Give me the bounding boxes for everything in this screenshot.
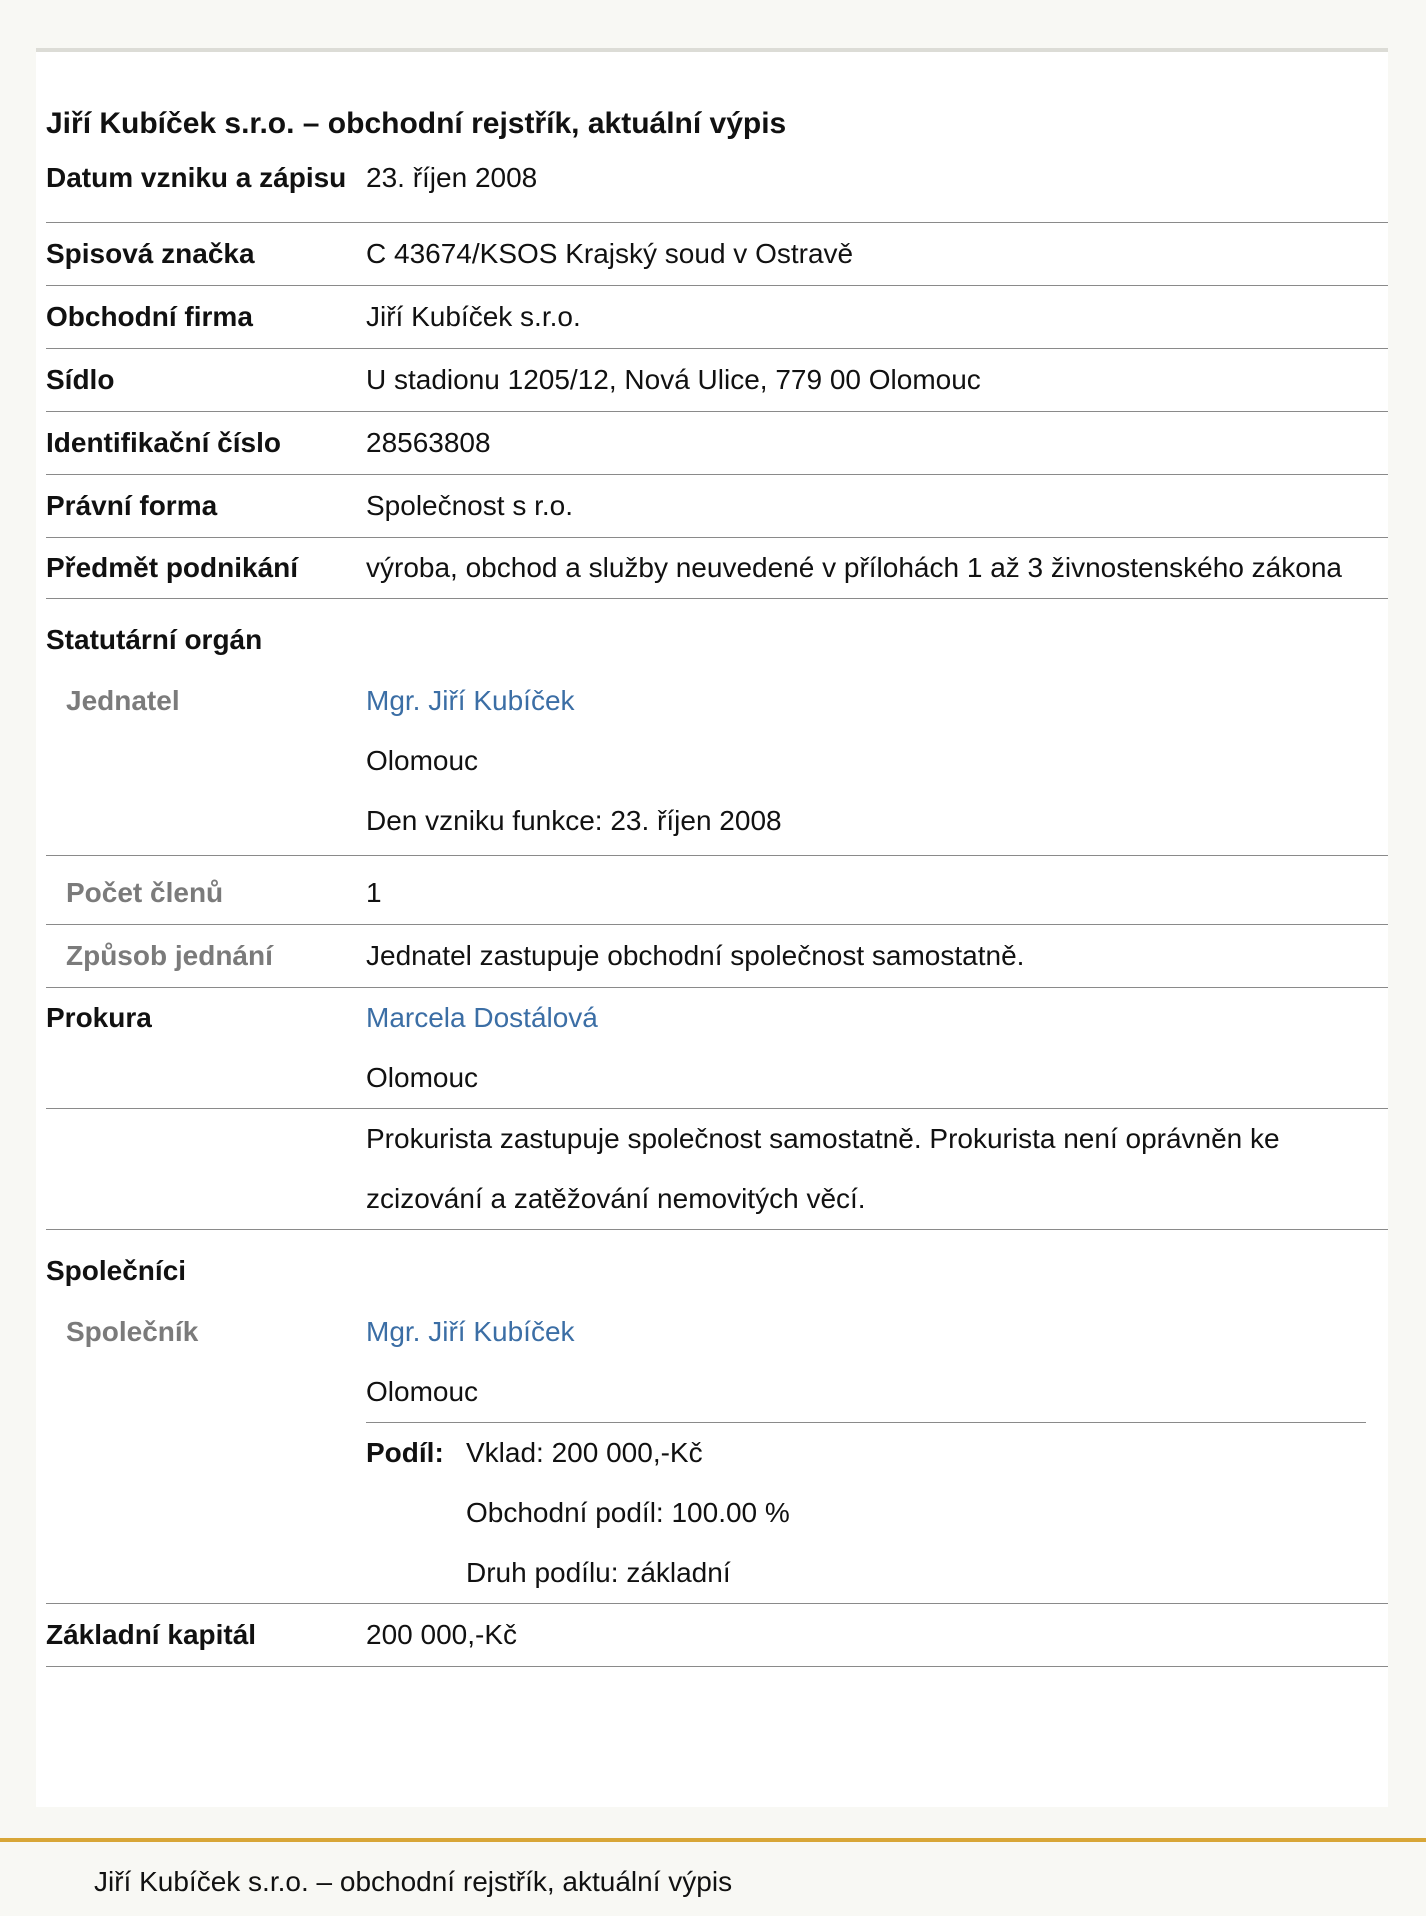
prokura-label: Prokura [46, 988, 366, 1109]
row-pocet [46, 856, 1388, 925]
zpusob-value: Jednatel zastupuje obchodní společnost samostatně. [366, 925, 1388, 988]
register-table [46, 148, 1388, 1667]
jednatel-detail [366, 671, 1388, 856]
row-zpusob [46, 925, 1388, 988]
sidlo-value: U stadionu 1205/12, Nová Ulice, 779 00 Olomouc [366, 349, 1388, 412]
pocet-value: 1 [366, 856, 1388, 925]
row-spis [46, 223, 1388, 286]
row-jednatel [46, 671, 1388, 856]
register-extract-card [36, 48, 1388, 1807]
share-block [366, 1422, 1366, 1603]
spolecnik-label: Společník [46, 1302, 366, 1604]
firma-label: Obchodní firma [46, 286, 366, 349]
row-datum [46, 148, 1388, 223]
spolecnik-name-link[interactable]: Mgr. Jiří Kubíček [366, 1316, 575, 1347]
row-statutarni-heading [46, 599, 1388, 672]
prokurista-name-link[interactable]: Marcela Dostálová [366, 1002, 598, 1033]
jednatel-name-link[interactable]: Mgr. Jiří Kubíček [366, 685, 575, 716]
statutarni-heading: Statutární orgán [46, 624, 263, 655]
druh-podilu-value: Druh podílu: základní [466, 1557, 731, 1588]
sidlo-label: Sídlo [46, 349, 366, 412]
prokurista-city: Olomouc [366, 1062, 479, 1093]
jednatel-since: Den vzniku funkce: 23. říjen 2008 [366, 805, 782, 836]
zpusob-label: Způsob jednání [46, 925, 366, 988]
row-kapital [46, 1604, 1388, 1667]
row-firma [46, 286, 1388, 349]
podil-values [466, 1423, 790, 1603]
page-title: Jiří Kubíček s.r.o. – obchodní rejstřík, aktuální výpis [46, 107, 787, 140]
vklad-value: Vklad: 200 000,-Kč [466, 1437, 703, 1468]
spolecnik-detail [366, 1302, 1388, 1604]
predmet-label: Předmět podnikání [46, 538, 366, 599]
jednatel-city: Olomouc [366, 745, 479, 776]
datum-value: 23. říjen 2008 [366, 148, 1388, 223]
row-ico [46, 412, 1388, 475]
spolecnici-heading: Společníci [46, 1255, 187, 1286]
row-spolecnici-heading [46, 1230, 1388, 1303]
forma-value: Společnost s r.o. [366, 475, 1388, 538]
row-predmet [46, 538, 1388, 599]
row-spolecnik [46, 1302, 1388, 1604]
row-prokura-note [46, 1109, 1388, 1230]
prokura-detail [366, 988, 1388, 1109]
kapital-value: 200 000,-Kč [366, 1604, 1388, 1667]
footer-bar [0, 1838, 1426, 1916]
obchodni-podil-value: Obchodní podíl: 100.00 % [466, 1497, 790, 1528]
ico-value: 28563808 [366, 412, 1388, 475]
datum-label: Datum vzniku a zápisu [46, 148, 366, 223]
spis-label: Spisová značka [46, 223, 366, 286]
firma-value: Jiří Kubíček s.r.o. [366, 286, 1388, 349]
row-prokura [46, 988, 1388, 1109]
predmet-value: výroba, obchod a služby neuvedené v přílohách 1 až 3 živnostenského zákona [366, 538, 1388, 599]
row-sidlo [46, 349, 1388, 412]
podil-label: Podíl: [366, 1437, 444, 1468]
footer-title: Jiří Kubíček s.r.o. – obchodní rejstřík, aktuální výpis [94, 1866, 733, 1897]
jednatel-label: Jednatel [46, 671, 366, 856]
spis-value: C 43674/KSOS Krajský soud v Ostravě [366, 223, 1388, 286]
prokura-note: Prokurista zastupuje společnost samostatně. Prokurista není oprávněn ke zcizování a zatěžování nemovitých věcí. [366, 1109, 1388, 1230]
pocet-label: Počet členů [46, 856, 366, 925]
forma-label: Právní forma [46, 475, 366, 538]
row-forma [46, 475, 1388, 538]
spolecnik-city: Olomouc [366, 1376, 479, 1407]
ico-label: Identifikační číslo [46, 412, 366, 475]
kapital-label: Základní kapitál [46, 1604, 366, 1667]
